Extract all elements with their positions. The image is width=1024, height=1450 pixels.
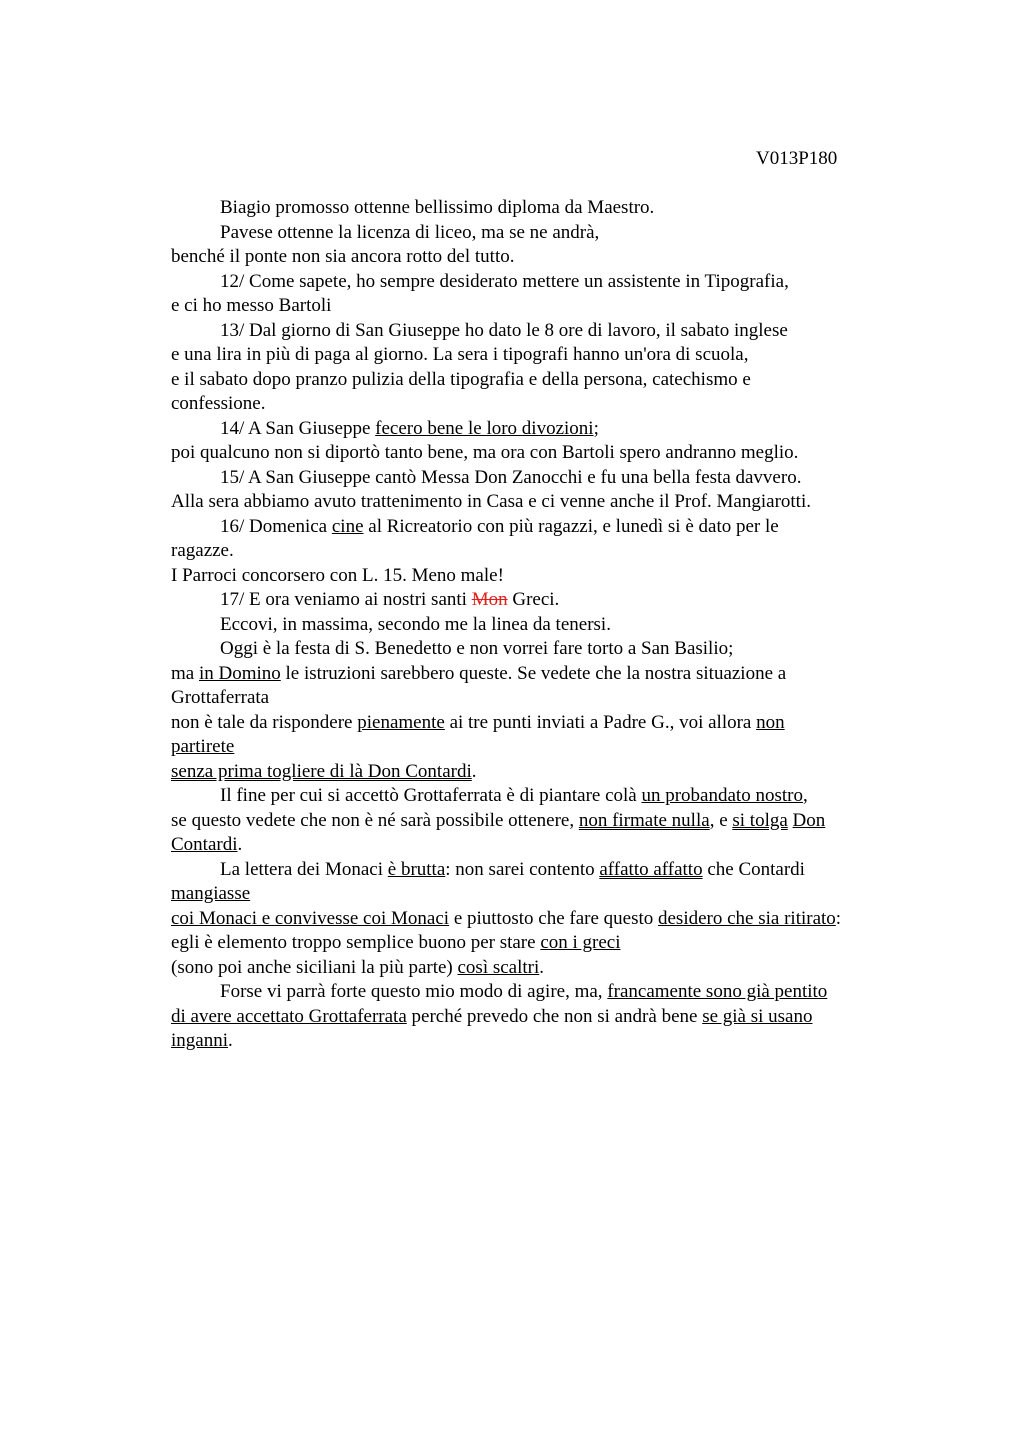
text-line xyxy=(171,882,931,907)
text-line xyxy=(171,956,931,981)
underlined-text: così scaltri xyxy=(457,956,540,978)
text-segment: Eccovi, in massima, secondo me la linea da tenersi. xyxy=(220,613,611,635)
text-segment: Greci. xyxy=(507,589,560,610)
text-segment: e ci ho messo Bartoli xyxy=(171,295,332,316)
text-segment: , xyxy=(802,785,808,806)
text-segment: 13/ Dal giorno di San Giuseppe ho dato le 8 ore di lavoro, il sabato inglese xyxy=(220,319,788,341)
text-line xyxy=(171,515,931,540)
text-line xyxy=(171,735,931,760)
underlined-text: con i greci xyxy=(540,932,621,953)
underlined-text: non xyxy=(756,711,785,733)
text-line xyxy=(171,245,931,270)
text-line xyxy=(171,221,931,246)
text-segment: Grottaferrata xyxy=(171,687,270,708)
text-segment: Oggi è la festa di S. Benedetto e non vorrei fare torto a San Basilio; xyxy=(220,638,734,659)
text-segment: 17/ E ora veniamo ai nostri santi xyxy=(220,589,472,610)
underlined-text: Don xyxy=(792,809,826,831)
underlined-text: cine xyxy=(331,515,364,537)
underlined-text: inganni xyxy=(171,1030,228,1051)
text-segment: , e xyxy=(709,809,733,831)
text-segment: benché il ponte non sia ancora rotto del tutto. xyxy=(171,246,515,267)
double-underlined-text: affatto affatto xyxy=(599,858,703,880)
text-line xyxy=(171,1005,931,1030)
document-id: V013P180 xyxy=(756,148,838,169)
text-segment: ma xyxy=(171,662,199,684)
underlined-text: francamente sono già pentito xyxy=(607,981,828,1002)
text-line xyxy=(171,368,931,393)
double-underlined-text: si tolga xyxy=(732,809,788,831)
text-segment: Biagio promosso ottenne bellissimo diploma da Maestro. xyxy=(220,197,655,218)
text-line xyxy=(171,343,931,368)
text-segment: (sono poi anche siciliani la più parte) xyxy=(171,956,458,978)
text-line xyxy=(171,784,931,809)
text-segment: I Parroci concorsero con L. 15. Meno male! xyxy=(171,564,504,586)
text-line xyxy=(171,392,931,417)
text-line xyxy=(171,662,931,687)
underlined-text: di avere accettato Grottaferrata xyxy=(171,1005,407,1027)
underlined-text: Contardi xyxy=(171,834,238,855)
text-segment: : xyxy=(835,907,842,929)
text-line xyxy=(171,196,931,221)
double-underlined-text: senza prima togliere di là Don Contardi xyxy=(171,760,472,782)
text-line xyxy=(171,637,931,662)
text-segment: La lettera dei Monaci xyxy=(220,858,388,880)
text-segment: . xyxy=(228,1030,233,1051)
double-underlined-text: non firmate nulla xyxy=(578,809,710,831)
text-segment: e il sabato dopo pranzo pulizia della tipografia e della persona, catechismo e xyxy=(171,368,751,390)
text-segment: . xyxy=(471,760,477,782)
underlined-text: coi Monaci e convivesse coi Monaci xyxy=(171,907,450,929)
text-segment: ; xyxy=(593,417,599,439)
text-segment: e piuttosto che fare questo xyxy=(449,907,658,929)
text-segment: 14/ A San Giuseppe xyxy=(220,417,376,439)
underlined-text: partirete xyxy=(171,736,235,757)
text-segment: . xyxy=(237,834,243,855)
text-segment: 16/ Domenica xyxy=(220,515,332,537)
text-segment: poi qualcuno non si diportò tanto bene, ma ora con Bartoli spero andranno meglio. xyxy=(171,442,799,463)
text-segment: egli è elemento troppo semplice buono per stare xyxy=(171,932,541,953)
text-segment: ai tre punti inviati a Padre G., voi allora xyxy=(444,711,757,733)
text-segment: Il fine per cui si accettò Grottaferrata è di piantare colà xyxy=(220,785,642,806)
text-line xyxy=(171,760,931,785)
text-line xyxy=(171,490,931,515)
text-segment: 15/ A San Giuseppe cantò Messa Don Zanocchi e fu una bella festa davvero. xyxy=(220,466,802,488)
text-line xyxy=(171,613,931,638)
text-segment: se questo vedete che non è né sarà possibile ottenere, xyxy=(171,809,579,831)
text-line xyxy=(171,858,931,883)
text-line xyxy=(171,588,931,613)
letter-body xyxy=(171,196,931,1054)
text-line xyxy=(171,1029,931,1054)
text-segment: Forse vi parrà forte questo mio modo di agire, ma, xyxy=(220,981,608,1002)
underlined-text: è brutta xyxy=(387,858,446,880)
text-segment: le istruzioni sarebbero queste. Se vedete che la nostra situazione a xyxy=(280,662,787,684)
text-line xyxy=(171,809,931,834)
text-segment: . xyxy=(539,956,545,978)
text-line xyxy=(171,294,931,319)
text-segment: 12/ Come sapete, ho sempre desiderato mettere un assistente in Tipografia, xyxy=(220,270,789,292)
text-line xyxy=(171,686,931,711)
underlined-text: mangiasse xyxy=(171,883,251,904)
text-segment: non è tale da rispondere xyxy=(171,711,358,733)
text-line xyxy=(171,319,931,344)
underlined-text: desidero che sia ritirato xyxy=(658,907,836,929)
text-line xyxy=(171,417,931,442)
text-line xyxy=(171,539,931,564)
text-line xyxy=(171,833,931,858)
text-segment: al Ricreatorio con più ragazzi, e lunedì si è dato per le xyxy=(363,515,779,537)
text-line xyxy=(171,931,931,956)
text-segment: confessione. xyxy=(171,393,266,414)
text-segment: e una lira in più di paga al giorno. La sera i tipografi hanno un'ora di scuola, xyxy=(171,344,749,365)
text-segment: che Contardi xyxy=(702,858,805,880)
text-segment: ragazze. xyxy=(171,540,234,561)
text-line xyxy=(171,980,931,1005)
underlined-text: in Domino xyxy=(198,662,281,684)
text-segment: : non sarei contento xyxy=(445,858,600,880)
text-line xyxy=(171,711,931,736)
text-line xyxy=(171,907,931,932)
text-line xyxy=(171,466,931,491)
underlined-text: se già si usano xyxy=(702,1005,813,1027)
text-line xyxy=(171,270,931,295)
text-segment: Pavese ottenne la licenza di liceo, ma se ne andrà, xyxy=(220,221,600,243)
underlined-text: fecero bene le loro divozioni xyxy=(375,417,594,439)
text-line xyxy=(171,441,931,466)
underlined-text: pienamente xyxy=(357,711,445,733)
struck-through-text: Mon xyxy=(471,589,508,610)
text-line xyxy=(171,564,931,589)
underlined-text: un probandato nostro xyxy=(641,785,803,806)
text-segment: perché prevedo che non si andrà bene xyxy=(406,1005,703,1027)
text-segment: Alla sera abbiamo avuto trattenimento in Casa e ci venne anche il Prof. Mangiarotti. xyxy=(171,491,811,512)
